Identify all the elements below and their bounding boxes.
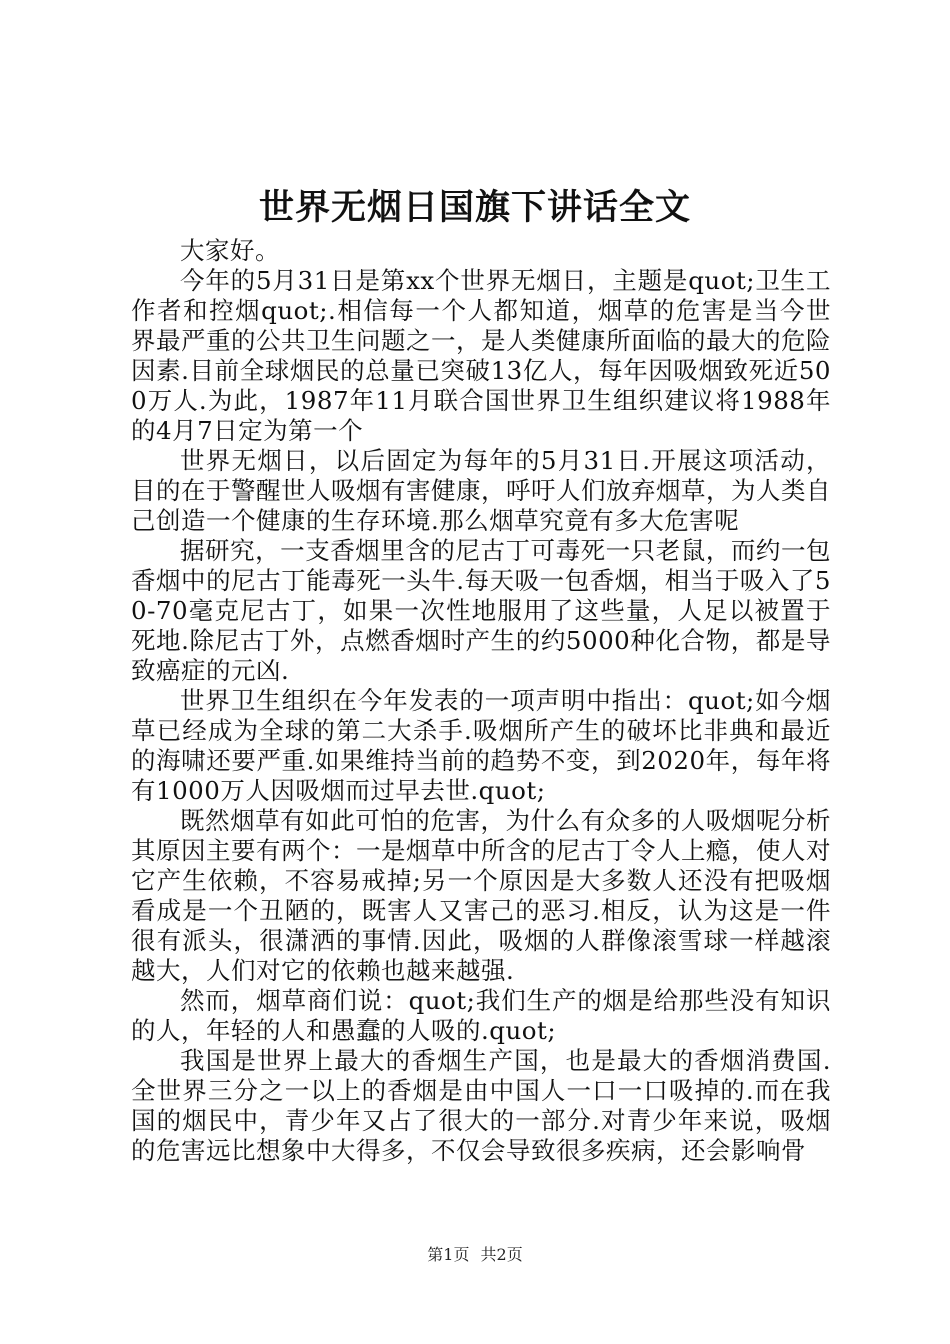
paragraph: 世界卫生组织在今年发表的一项声明中指出：quot;如今烟草已经成为全球的第二大杀手.吸烟所产生的破坏比非典和最近的海啸还要严重.如果维持当前的趋势不变，到2020年，每年将有1000万人因吸烟而过早去世.quot; [131, 686, 831, 805]
page-footer [0, 1245, 950, 1265]
paragraph: 世界无烟日，以后固定为每年的5月31日.开展这项活动，目的在于警醒世人吸烟有害健康，呼吁人们放弃烟草，为人类自己创造一个健康的生存环境.那么烟草究竟有多大危害呢 [131, 446, 831, 535]
paragraph: 既然烟草有如此可怕的危害，为什么有众多的人吸烟呢分析其原因主要有两个：一是烟草中所含的尼古丁令人上瘾，使人对它产生依赖，不容易戒掉;另一个原因是大多数人还没有把吸烟看成是一个丑陋的，既害人又害己的恶习.相反，认为这是一件很有派头，很潇洒的事情.因此，吸烟的人群像滚雪球一样越滚越大，人们对它的依赖也越来越强. [131, 806, 831, 985]
document-body [131, 236, 831, 1166]
paragraph-greeting: 大家好。 [180, 236, 280, 265]
page-total: 共2页 [480, 1245, 523, 1264]
page-number: 第1页 [427, 1245, 470, 1264]
paragraph: 我国是世界上最大的香烟生产国，也是最大的香烟消费国.全世界三分之一以上的香烟是由中国人一口一口吸掉的.而在我国的烟民中，青少年又占了很大的一部分.对青少年来说，吸烟的危害远比想象中大得多，不仅会导致很多疾病，还会影响骨 [131, 1046, 831, 1165]
page-title: 世界无烟日国旗下讲话全文 [258, 187, 691, 228]
paragraph: 据研究，一支香烟里含的尼古丁可毒死一只老鼠，而约一包香烟中的尼古丁能毒死一头牛.每天吸一包香烟，相当于吸入了50-70毫克尼古丁，如果一次性地服用了这些量，人足以被置于死地.除尼古丁外，点燃香烟时产生的约5000种化合物，都是导致癌症的元凶. [131, 536, 831, 685]
paragraph: 今年的5月31日是第xx个世界无烟日，主题是quot;卫生工作者和控烟quot;.相信每一个人都知道，烟草的危害是当今世界最严重的公共卫生问题之一，是人类健康所面临的最大的危险因素.目前全球烟民的总量已突破13亿人，每年因吸烟致死近500万人.为此，1987年11月联合国世界卫生组织建议将1988年的4月7日定为第一个 [131, 266, 831, 445]
paragraph: 然而，烟草商们说：quot;我们生产的烟是给那些没有知识的人，年轻的人和愚蠢的人吸的.quot; [131, 986, 831, 1045]
